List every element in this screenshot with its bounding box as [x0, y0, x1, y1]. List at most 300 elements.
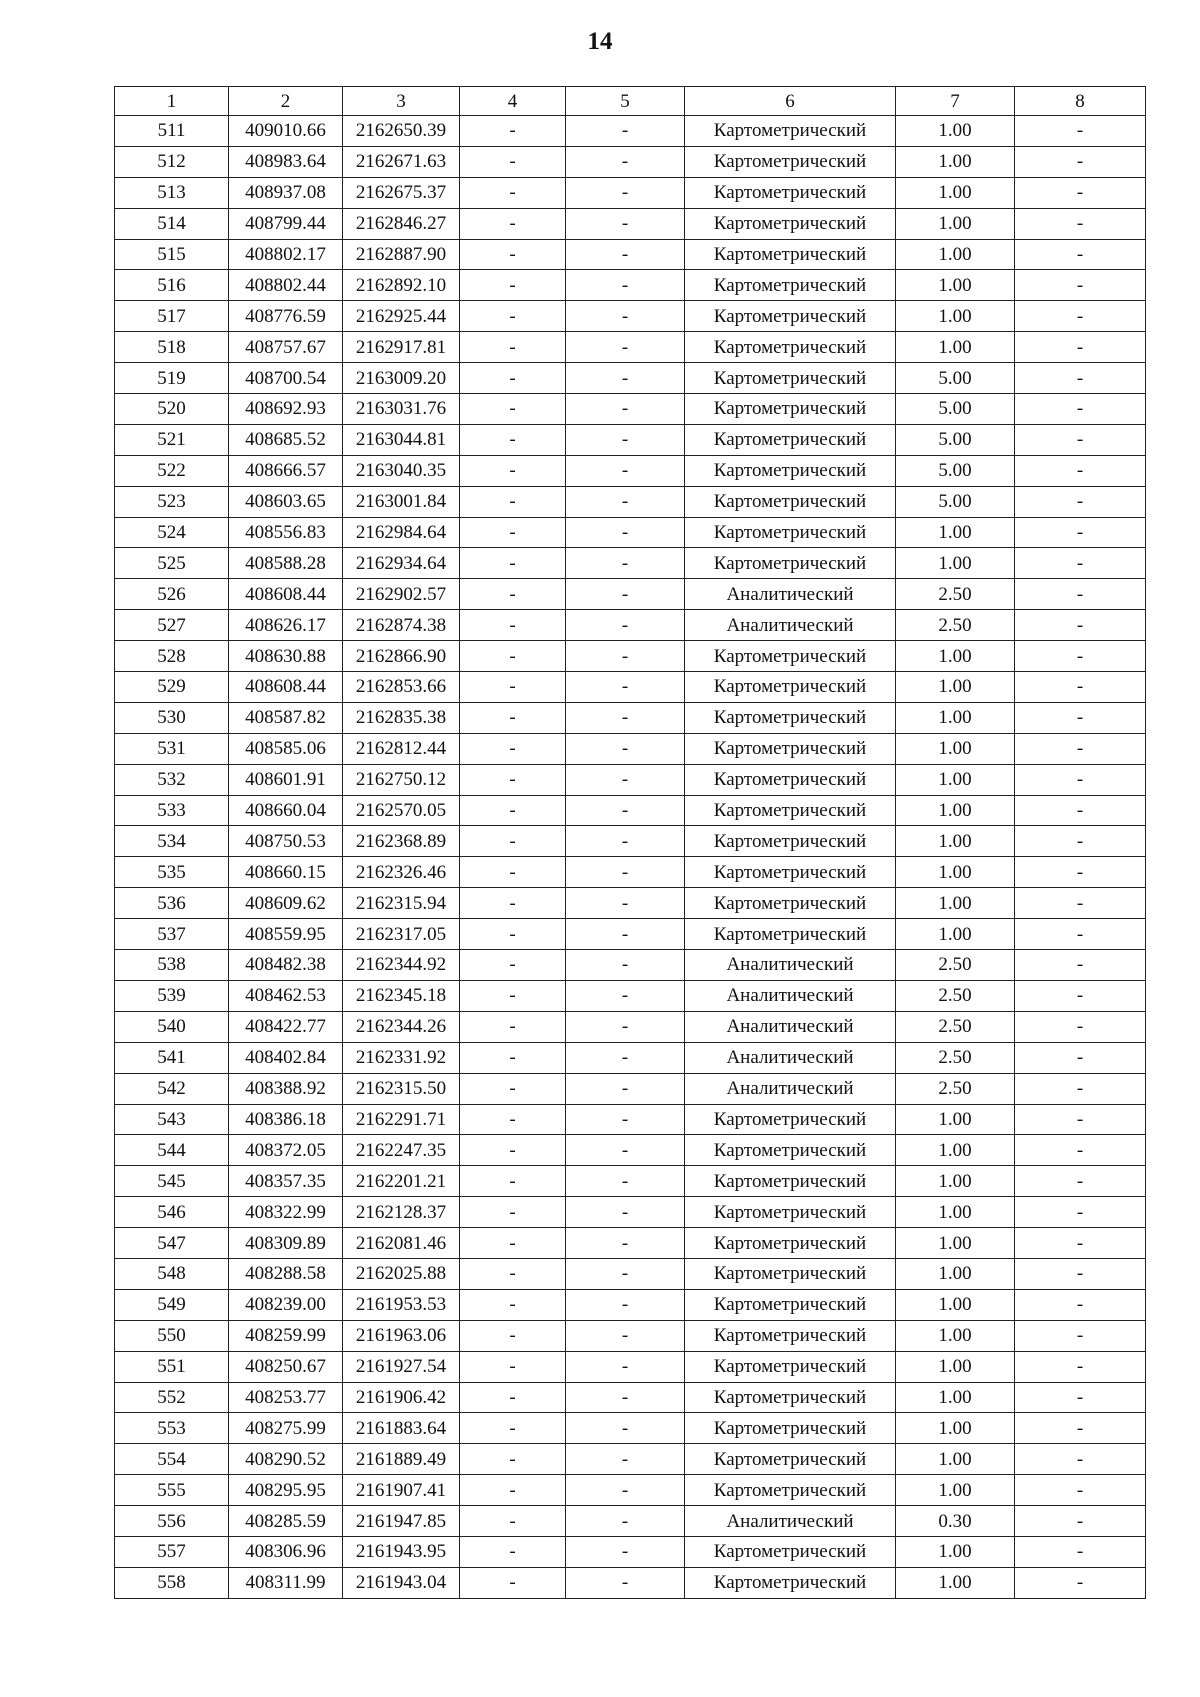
table-cell: Картометрический	[685, 1444, 896, 1475]
table-cell: -	[460, 1536, 566, 1567]
table-cell: -	[566, 1166, 685, 1197]
column-header: 5	[566, 87, 685, 116]
table-cell: 2162917.81	[343, 332, 460, 363]
table-cell: -	[566, 146, 685, 177]
table-cell: 2162345.18	[343, 980, 460, 1011]
table-cell: Картометрический	[685, 857, 896, 888]
table-cell: 408588.28	[229, 548, 343, 579]
table-cell: Аналитический	[685, 1073, 896, 1104]
table-cell: -	[460, 1166, 566, 1197]
table-cell: Картометрический	[685, 795, 896, 826]
table-cell: -	[460, 486, 566, 517]
table-row	[115, 455, 1146, 486]
table-cell: -	[460, 980, 566, 1011]
table-cell: 408559.95	[229, 919, 343, 950]
table-cell: -	[460, 301, 566, 332]
table-cell: 1.00	[896, 332, 1015, 363]
table-cell: Картометрический	[685, 1320, 896, 1351]
table-cell: -	[566, 116, 685, 147]
table-cell: Картометрический	[685, 733, 896, 764]
table-cell: 408700.54	[229, 363, 343, 394]
table-cell: Аналитический	[685, 1011, 896, 1042]
table-cell: 2162984.64	[343, 517, 460, 548]
table-cell: 2.50	[896, 610, 1015, 641]
table-cell: 541	[115, 1042, 229, 1073]
table-cell: 408608.44	[229, 579, 343, 610]
table-cell: Картометрический	[685, 888, 896, 919]
table-cell: 552	[115, 1382, 229, 1413]
table-cell: 553	[115, 1413, 229, 1444]
table-cell: -	[566, 579, 685, 610]
table-cell: 408275.99	[229, 1413, 343, 1444]
table-cell: -	[566, 208, 685, 239]
table-cell: 2163031.76	[343, 394, 460, 425]
table-cell: 2161907.41	[343, 1475, 460, 1506]
table-cell: 2162344.26	[343, 1011, 460, 1042]
table-cell: -	[566, 702, 685, 733]
table-cell: 408626.17	[229, 610, 343, 641]
table-row	[115, 733, 1146, 764]
table-cell: 554	[115, 1444, 229, 1475]
table-cell: -	[1015, 1351, 1146, 1382]
table-cell: 408295.95	[229, 1475, 343, 1506]
table-cell: -	[460, 146, 566, 177]
table-cell: 408259.99	[229, 1320, 343, 1351]
table-cell: -	[1015, 672, 1146, 703]
table-row	[115, 919, 1146, 950]
table-cell: 519	[115, 363, 229, 394]
table-cell: 555	[115, 1475, 229, 1506]
table-cell: -	[566, 1351, 685, 1382]
table-cell: 2161943.95	[343, 1536, 460, 1567]
table-row	[115, 363, 1146, 394]
table-row	[115, 394, 1146, 425]
column-header: 7	[896, 87, 1015, 116]
table-cell: 1.00	[896, 146, 1015, 177]
table-cell: -	[566, 301, 685, 332]
table-cell: 528	[115, 641, 229, 672]
table-row	[115, 672, 1146, 703]
table-cell: 408601.91	[229, 764, 343, 795]
table-cell: 408802.17	[229, 239, 343, 270]
table-cell: Аналитический	[685, 1506, 896, 1537]
table-cell: -	[1015, 1104, 1146, 1135]
table-cell: -	[1015, 394, 1146, 425]
table-cell: -	[460, 702, 566, 733]
table-cell: -	[1015, 1475, 1146, 1506]
table-cell: 2162315.94	[343, 888, 460, 919]
table-cell: -	[1015, 239, 1146, 270]
table-cell: 1.00	[896, 1536, 1015, 1567]
table-cell: 5.00	[896, 424, 1015, 455]
table-row	[115, 1011, 1146, 1042]
table-cell: 2162291.71	[343, 1104, 460, 1135]
table-cell: -	[566, 733, 685, 764]
table-cell: 2162247.35	[343, 1135, 460, 1166]
table-cell: 1.00	[896, 888, 1015, 919]
table-cell: 546	[115, 1197, 229, 1228]
table-cell: 1.00	[896, 795, 1015, 826]
table-cell: 1.00	[896, 270, 1015, 301]
table-cell: 408692.93	[229, 394, 343, 425]
table-cell: -	[1015, 1228, 1146, 1259]
table-cell: Аналитический	[685, 579, 896, 610]
table-cell: -	[1015, 146, 1146, 177]
table-cell: -	[1015, 424, 1146, 455]
table-cell: 408357.35	[229, 1166, 343, 1197]
table-cell: -	[1015, 1444, 1146, 1475]
table-cell: 408239.00	[229, 1289, 343, 1320]
table-cell: 524	[115, 517, 229, 548]
table-cell: 550	[115, 1320, 229, 1351]
table-cell: -	[566, 270, 685, 301]
table-cell: Картометрический	[685, 1567, 896, 1598]
table-cell: 1.00	[896, 1135, 1015, 1166]
table-cell: -	[566, 239, 685, 270]
table-cell: -	[566, 857, 685, 888]
table-cell: Картометрический	[685, 332, 896, 363]
table-cell: Картометрический	[685, 1197, 896, 1228]
table-cell: -	[566, 919, 685, 950]
table-row	[115, 1382, 1146, 1413]
table-cell: Картометрический	[685, 1228, 896, 1259]
table-cell: -	[1015, 641, 1146, 672]
table-cell: -	[460, 826, 566, 857]
table-cell: 2161947.85	[343, 1506, 460, 1537]
table-cell: 2162874.38	[343, 610, 460, 641]
table-cell: 408983.64	[229, 146, 343, 177]
table-cell: 2162317.05	[343, 919, 460, 950]
table-cell: 2.50	[896, 1042, 1015, 1073]
table-row	[115, 208, 1146, 239]
table-cell: 1.00	[896, 1413, 1015, 1444]
table-cell: 2162675.37	[343, 177, 460, 208]
table-cell: -	[460, 919, 566, 950]
table-cell: 2162835.38	[343, 702, 460, 733]
table-cell: -	[460, 270, 566, 301]
table-cell: 408802.44	[229, 270, 343, 301]
table-cell: -	[460, 517, 566, 548]
table-cell: 408937.08	[229, 177, 343, 208]
table-cell: 408603.65	[229, 486, 343, 517]
table-row	[115, 1104, 1146, 1135]
column-header: 2	[229, 87, 343, 116]
table-cell: 2162892.10	[343, 270, 460, 301]
table-cell: -	[566, 177, 685, 208]
table-row	[115, 1536, 1146, 1567]
table-cell: Картометрический	[685, 1166, 896, 1197]
table-cell: -	[566, 795, 685, 826]
table-cell: 1.00	[896, 116, 1015, 147]
table-cell: 1.00	[896, 548, 1015, 579]
table-cell: -	[460, 610, 566, 641]
table-cell: -	[1015, 733, 1146, 764]
table-cell: -	[1015, 795, 1146, 826]
table-cell: 543	[115, 1104, 229, 1135]
table-cell: 2162201.21	[343, 1166, 460, 1197]
table-cell: 539	[115, 980, 229, 1011]
table-cell: 1.00	[896, 857, 1015, 888]
table-cell: -	[460, 950, 566, 981]
table-cell: 1.00	[896, 1320, 1015, 1351]
table-cell: 1.00	[896, 672, 1015, 703]
table-cell: 408660.04	[229, 795, 343, 826]
table-row	[115, 1413, 1146, 1444]
table-cell: 517	[115, 301, 229, 332]
table-cell: 1.00	[896, 1289, 1015, 1320]
table-cell: 2162326.46	[343, 857, 460, 888]
table-cell: -	[1015, 1382, 1146, 1413]
table-row	[115, 795, 1146, 826]
table-cell: Картометрический	[685, 1382, 896, 1413]
table-cell: -	[1015, 1166, 1146, 1197]
table-cell: -	[566, 486, 685, 517]
table-cell: -	[460, 1413, 566, 1444]
table-cell: -	[1015, 1567, 1146, 1598]
table-cell: -	[566, 1073, 685, 1104]
table-row	[115, 1258, 1146, 1289]
table-cell: Картометрический	[685, 455, 896, 486]
table-cell: Картометрический	[685, 486, 896, 517]
table-cell: 0.30	[896, 1506, 1015, 1537]
table-cell: 540	[115, 1011, 229, 1042]
table-cell: Картометрический	[685, 146, 896, 177]
table-row	[115, 517, 1146, 548]
table-cell: 408311.99	[229, 1567, 343, 1598]
table-cell: -	[1015, 1258, 1146, 1289]
table-cell: -	[566, 950, 685, 981]
table-cell: -	[566, 980, 685, 1011]
table-cell: 1.00	[896, 919, 1015, 950]
table-cell: 2161889.49	[343, 1444, 460, 1475]
table-cell: 545	[115, 1166, 229, 1197]
column-header: 3	[343, 87, 460, 116]
coordinates-table	[114, 86, 1146, 1599]
table-cell: -	[460, 424, 566, 455]
table-cell: 408585.06	[229, 733, 343, 764]
table-cell: -	[566, 672, 685, 703]
table-cell: -	[1015, 301, 1146, 332]
table-cell: 2.50	[896, 579, 1015, 610]
table-cell: -	[1015, 764, 1146, 795]
table-row	[115, 1444, 1146, 1475]
table-cell: 408285.59	[229, 1506, 343, 1537]
table-cell: -	[566, 1506, 685, 1537]
table-cell: -	[460, 548, 566, 579]
table-cell: 531	[115, 733, 229, 764]
table-cell: 526	[115, 579, 229, 610]
table-cell: -	[566, 1382, 685, 1413]
table-cell: 5.00	[896, 363, 1015, 394]
table-row	[115, 146, 1146, 177]
table-cell: 408757.67	[229, 332, 343, 363]
table-cell: Аналитический	[685, 950, 896, 981]
table-cell: 2162846.27	[343, 208, 460, 239]
table-row	[115, 980, 1146, 1011]
table-cell: -	[566, 1289, 685, 1320]
column-header: 4	[460, 87, 566, 116]
table-row	[115, 1166, 1146, 1197]
table-cell: -	[566, 455, 685, 486]
table-cell: 542	[115, 1073, 229, 1104]
table-cell: 408250.67	[229, 1351, 343, 1382]
table-cell: 538	[115, 950, 229, 981]
table-cell: 408388.92	[229, 1073, 343, 1104]
table-cell: 2162344.92	[343, 950, 460, 981]
table-cell: -	[1015, 1073, 1146, 1104]
table-cell: -	[460, 208, 566, 239]
table-cell: -	[460, 239, 566, 270]
table-cell: 544	[115, 1135, 229, 1166]
column-header: 6	[685, 87, 896, 116]
table-cell: 408660.15	[229, 857, 343, 888]
table-cell: -	[1015, 919, 1146, 950]
table-cell: -	[566, 1444, 685, 1475]
table-row	[115, 1135, 1146, 1166]
table-cell: 2163001.84	[343, 486, 460, 517]
table-row	[115, 950, 1146, 981]
table-cell: 2.50	[896, 980, 1015, 1011]
table-cell: 2161883.64	[343, 1413, 460, 1444]
table-cell: 1.00	[896, 208, 1015, 239]
table-row	[115, 486, 1146, 517]
table-cell: -	[460, 764, 566, 795]
table-cell: -	[1015, 116, 1146, 147]
table-cell: Картометрический	[685, 1258, 896, 1289]
table-cell: -	[460, 1104, 566, 1135]
table-cell: -	[1015, 1289, 1146, 1320]
table-cell: 1.00	[896, 733, 1015, 764]
table-row	[115, 1351, 1146, 1382]
table-cell: Картометрический	[685, 177, 896, 208]
table-cell: -	[460, 455, 566, 486]
table-cell: -	[566, 548, 685, 579]
table-cell: 408462.53	[229, 980, 343, 1011]
table-cell: 2163009.20	[343, 363, 460, 394]
table-cell: 5.00	[896, 486, 1015, 517]
table-cell: 5.00	[896, 394, 1015, 425]
table-cell: 408750.53	[229, 826, 343, 857]
table-cell: 1.00	[896, 702, 1015, 733]
table-cell: 2163044.81	[343, 424, 460, 455]
table-cell: 2161906.42	[343, 1382, 460, 1413]
table-cell: Картометрический	[685, 301, 896, 332]
table-cell: 408309.89	[229, 1228, 343, 1259]
table-cell: -	[1015, 548, 1146, 579]
table-cell: -	[1015, 208, 1146, 239]
table-cell: 549	[115, 1289, 229, 1320]
table-cell: 2162853.66	[343, 672, 460, 703]
table-cell: Картометрический	[685, 1413, 896, 1444]
table-cell: 516	[115, 270, 229, 301]
table-cell: -	[566, 424, 685, 455]
table-cell: 533	[115, 795, 229, 826]
table-cell: Аналитический	[685, 980, 896, 1011]
table-cell: 408322.99	[229, 1197, 343, 1228]
table-row	[115, 332, 1146, 363]
table-cell: -	[566, 1258, 685, 1289]
table-cell: 1.00	[896, 1228, 1015, 1259]
table-cell: Картометрический	[685, 826, 896, 857]
table-cell: -	[1015, 363, 1146, 394]
table-cell: 408372.05	[229, 1135, 343, 1166]
table-row	[115, 888, 1146, 919]
table-cell: 548	[115, 1258, 229, 1289]
table-row	[115, 548, 1146, 579]
table-cell: 408402.84	[229, 1042, 343, 1073]
table-cell: 1.00	[896, 826, 1015, 857]
table-cell: -	[566, 517, 685, 548]
table-cell: -	[566, 1567, 685, 1598]
table-cell: -	[1015, 857, 1146, 888]
table-row	[115, 610, 1146, 641]
table-cell: -	[460, 1444, 566, 1475]
table-cell: Картометрический	[685, 1351, 896, 1382]
table-row	[115, 702, 1146, 733]
table-cell: -	[1015, 980, 1146, 1011]
table-cell: 408609.62	[229, 888, 343, 919]
table-cell: -	[460, 177, 566, 208]
table-cell: Картометрический	[685, 363, 896, 394]
table-row	[115, 641, 1146, 672]
table-cell: -	[1015, 455, 1146, 486]
table-cell: -	[1015, 486, 1146, 517]
table-cell: -	[460, 1351, 566, 1382]
table-cell: Картометрический	[685, 1135, 896, 1166]
table-cell: Аналитический	[685, 610, 896, 641]
table-cell: 2162925.44	[343, 301, 460, 332]
table-cell: 2.50	[896, 1011, 1015, 1042]
table-cell: -	[460, 1228, 566, 1259]
table-cell: -	[460, 672, 566, 703]
table-cell: Картометрический	[685, 764, 896, 795]
table-cell: 408386.18	[229, 1104, 343, 1135]
table-cell: 536	[115, 888, 229, 919]
table-cell: 1.00	[896, 1567, 1015, 1598]
table-cell: Картометрический	[685, 641, 896, 672]
table-cell: 520	[115, 394, 229, 425]
table-cell: -	[1015, 826, 1146, 857]
table-cell: -	[1015, 1011, 1146, 1042]
table-cell: Картометрический	[685, 702, 896, 733]
table-cell: 522	[115, 455, 229, 486]
table-cell: 2.50	[896, 950, 1015, 981]
table-cell: 408776.59	[229, 301, 343, 332]
table-cell: 1.00	[896, 1475, 1015, 1506]
table-cell: 408422.77	[229, 1011, 343, 1042]
header-row	[115, 87, 1146, 116]
table-cell: 1.00	[896, 239, 1015, 270]
table-cell: Картометрический	[685, 672, 896, 703]
table-cell: -	[460, 641, 566, 672]
table-cell: Аналитический	[685, 1042, 896, 1073]
table-row	[115, 239, 1146, 270]
table-cell: -	[566, 1197, 685, 1228]
table-cell: 2.50	[896, 1073, 1015, 1104]
table-cell: 2162750.12	[343, 764, 460, 795]
table-cell: -	[566, 1475, 685, 1506]
table-row	[115, 1073, 1146, 1104]
table-cell: -	[566, 888, 685, 919]
table-cell: 523	[115, 486, 229, 517]
table-cell: -	[460, 579, 566, 610]
table-cell: -	[566, 610, 685, 641]
table-cell: 408608.44	[229, 672, 343, 703]
table-cell: -	[1015, 1536, 1146, 1567]
table-cell: Картометрический	[685, 1536, 896, 1567]
table-cell: 408482.38	[229, 950, 343, 981]
table-cell: 408799.44	[229, 208, 343, 239]
